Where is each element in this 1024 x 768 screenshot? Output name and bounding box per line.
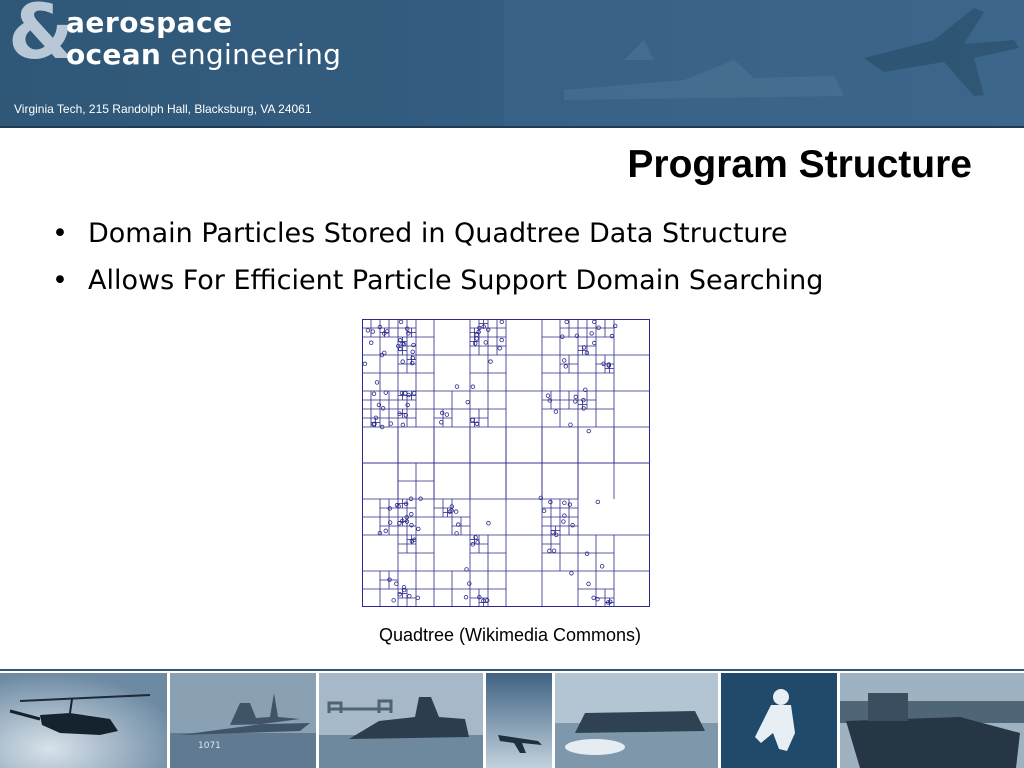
aircraft-ship-background-art (504, 0, 1024, 126)
header-banner (0, 0, 1024, 126)
quadtree-point (384, 529, 388, 533)
quadtree-point (500, 320, 504, 324)
helicopter-photo (0, 673, 167, 768)
hovercraft-photo (555, 673, 718, 768)
banner-divider (0, 126, 1024, 128)
quadtree-point (392, 599, 396, 603)
brand-engineering: engineering (161, 38, 342, 71)
quadtree-point (372, 392, 376, 396)
quadtree-point (406, 403, 410, 407)
quadtree-point (542, 509, 546, 513)
quadtree-point (546, 394, 550, 398)
frigate-photo (170, 673, 316, 768)
quadtree-point (489, 360, 493, 364)
quadtree-point (454, 510, 458, 514)
quadtree-point (401, 360, 405, 364)
warship-bridge-photo (319, 673, 483, 768)
quadtree-point (409, 512, 413, 516)
quadtree-point (587, 582, 591, 586)
quadtree-point (484, 341, 488, 345)
quadtree-point (549, 500, 553, 504)
quadtree-point (562, 359, 566, 363)
quadtree-point (401, 423, 405, 427)
quadtree-point (411, 350, 415, 354)
quadtree-point (371, 330, 375, 334)
quadtree-point (412, 391, 416, 395)
quadtree-point (416, 596, 420, 600)
quadtree-point (410, 523, 414, 527)
quadtree-point (417, 527, 421, 531)
landing-craft-photo (840, 673, 1024, 768)
quadtree-figure (362, 319, 650, 607)
quadtree-point (399, 320, 403, 324)
quadtree-point (565, 320, 569, 324)
quadtree-point (375, 381, 379, 385)
footer-divider (0, 669, 1024, 671)
address-line: Virginia Tech, 215 Randolph Hall, Blacksburg, VA 24061 (14, 102, 312, 116)
quadtree-point (500, 338, 504, 342)
footer-photo-strip (0, 673, 1024, 768)
quadtree-point (366, 328, 370, 332)
quadtree-point (363, 362, 367, 366)
quadtree-point (410, 361, 414, 365)
quadtree-point (592, 596, 596, 600)
quadtree-point (552, 549, 556, 553)
quadtree-point (498, 346, 502, 350)
quadtree-point (466, 400, 470, 404)
quadtree-point (382, 351, 386, 355)
quadtree-point (564, 365, 568, 369)
quadtree-point (570, 571, 574, 575)
quadtree-point (563, 501, 567, 505)
bullet-dot: • (52, 265, 68, 296)
quadtree-point (471, 418, 475, 422)
quadtree-point (381, 407, 385, 411)
quadtree-point (554, 410, 558, 414)
quadtree-point (467, 582, 471, 586)
ampersand-logo: & (8, 0, 75, 76)
quadtree-point (445, 413, 449, 417)
quadtree-point (464, 595, 468, 599)
astronaut-photo (721, 673, 837, 768)
bullet-item (52, 261, 823, 308)
quadtree-point (389, 422, 393, 426)
quadtree-point (590, 332, 594, 336)
svg-text:1071: 1071 (198, 741, 221, 751)
bullet-dot: • (52, 218, 68, 249)
quadtree-point (600, 565, 604, 569)
quadtree-point (408, 594, 412, 598)
quadtree-point (571, 523, 575, 527)
quadtree-point (585, 552, 589, 556)
quadtree-point (455, 385, 459, 389)
brand-ocean: ocean (66, 38, 162, 71)
quadtree-point (440, 411, 444, 415)
quadtree-point (596, 500, 600, 504)
quadtree-point (440, 420, 444, 424)
quadtree-point (471, 385, 475, 389)
quadtree-point (551, 530, 555, 534)
bullet-item (52, 214, 823, 261)
quadtree-point (592, 320, 596, 324)
bullet-list (52, 214, 823, 308)
quadtree-point (574, 395, 578, 399)
quadtree-point (369, 341, 373, 345)
quadtree-point (587, 429, 591, 433)
brand-ocean-engineering (66, 38, 341, 71)
quadtree-point (562, 520, 566, 524)
figure-caption: Quadtree (Wikimedia Commons) (378, 625, 642, 645)
bullet-text: Domain Particles Stored in Quadtree Data Structure (88, 218, 788, 249)
brand-aerospace: aerospace (66, 6, 233, 39)
quadtree-point (569, 423, 573, 427)
quadtree-point (398, 592, 402, 596)
quadtree-point (485, 599, 489, 603)
bullet-text: Allows For Efficient Particle Support Domain Searching (88, 265, 824, 296)
quadtree-point (388, 507, 392, 511)
jet-aircraft-photo (486, 673, 552, 768)
quadtree-point (487, 521, 491, 525)
slide-title: Program Structure (627, 143, 972, 186)
quadtree-point (473, 342, 477, 346)
